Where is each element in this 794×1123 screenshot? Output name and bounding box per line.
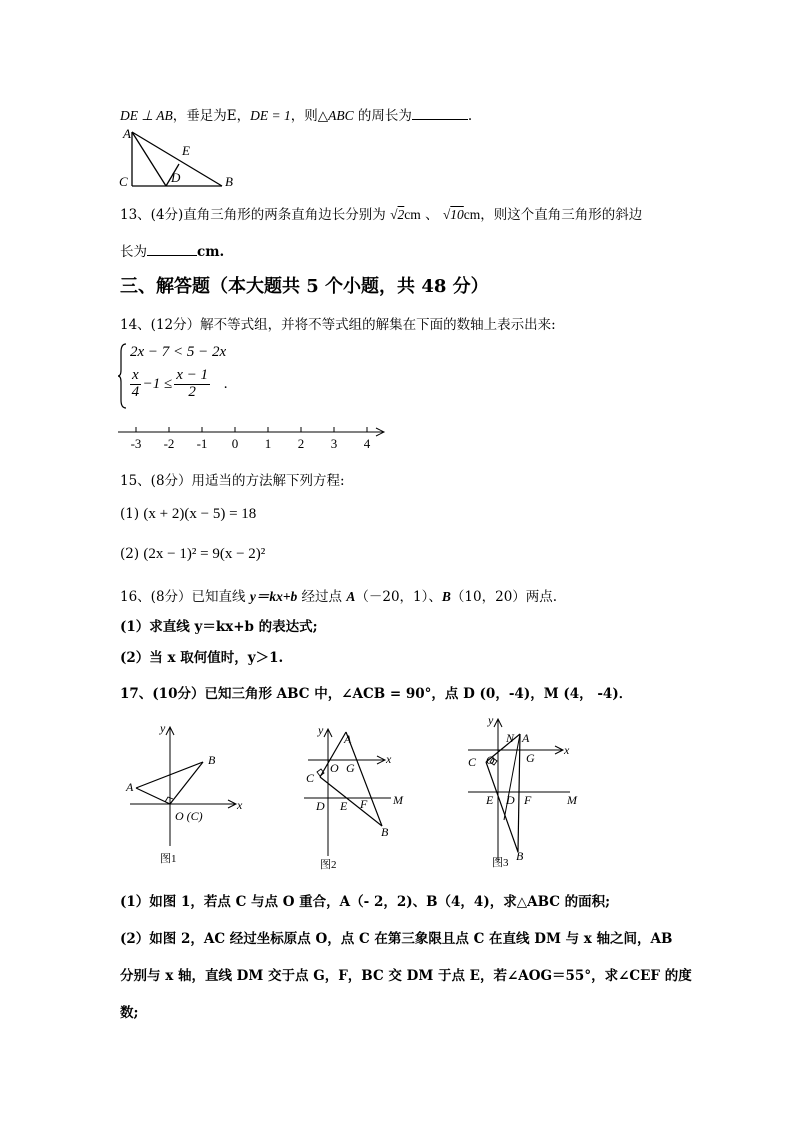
q12-text1: ，垂足为E， (172, 108, 251, 124)
fig1-label-x: x (237, 798, 243, 812)
q17-figure-3 (462, 710, 592, 870)
fig2-label-c: C (306, 771, 315, 785)
q12-math-abc: ABC (328, 108, 354, 123)
number-line-label: 4 (363, 436, 371, 451)
q15-p2-eq: (2x − 1)² = 9(x − 2)² (143, 546, 266, 562)
q15-p1-eq: (x + 2)(x − 5) = 18 (143, 506, 257, 522)
fig2-label-x: x (386, 752, 392, 766)
fig3-label-o: O (486, 753, 495, 767)
q13-answer-blank[interactable] (147, 255, 197, 256)
q14-ineq2 (130, 368, 228, 401)
q16-part2: (2）当 x 取何值时，y＞1. (120, 650, 284, 666)
fig3-segment-an (504, 734, 520, 820)
number-line-label: -2 (163, 436, 175, 451)
q14-frac1-num: x (132, 367, 139, 383)
fig2-label-f: F (360, 797, 368, 811)
q16-point-a: A (346, 589, 356, 604)
q17-figure-1 (120, 716, 250, 868)
q17-part2-line1: (2）如图 2，AC 经过坐标原点 O，点 C 在第三象限且点 C 在直线 DM 与 x 轴之间，AB (120, 931, 673, 947)
number-line-label: 1 (264, 436, 272, 451)
fig3-label-n: N (506, 731, 515, 745)
q13-prefix: 13、(4分)直角三角形的两条直角边长分别为 (120, 207, 386, 223)
q12-answer-blank[interactable] (412, 119, 468, 120)
q16-point-b: B (441, 589, 451, 604)
q12-segment-ad (132, 132, 166, 186)
q12-line (120, 104, 472, 124)
q12-triangle-figure (112, 124, 242, 192)
fig1-label-b: B (208, 753, 216, 767)
q13-sqrt2-radicand: 2 (397, 207, 405, 222)
q13-unit2: cm (463, 207, 481, 222)
q12-math-de: DE = 1 (250, 108, 291, 123)
fig3-label-m: M (567, 793, 577, 807)
q15-p2-label: (2) (120, 546, 140, 562)
fig3-segment-cb (486, 762, 518, 852)
q13-sqrt10: √10cm (442, 207, 481, 222)
q15-prompt: 15、(8分）用适当的方法解下列方程: (120, 473, 345, 489)
fig1-label-o: O (C) (175, 809, 203, 823)
fig3-label-e: E (486, 793, 494, 807)
fig3-label-b: B (516, 849, 524, 863)
fig3-label-x: x (564, 743, 570, 757)
q12-math-perp: DE ⊥ AB (120, 108, 173, 123)
fig2-caption: 图2 (320, 859, 337, 871)
fig1-label-y: y (160, 721, 166, 735)
q16-part1: (1）求直线 y＝kx+b 的表达式; (120, 619, 318, 635)
q16-prompt-a: 16、(8分）已知直线 (120, 589, 250, 605)
q14-frac2-den: 2 (188, 383, 196, 400)
q14-ineq1: 2x − 7 < 5 − 2x (130, 344, 227, 360)
q12-end: . (467, 108, 473, 124)
fig3-label-a: A (522, 731, 530, 745)
q12-label-c: C (119, 174, 128, 189)
q17-part2-line2: 分别与 x 轴，直线 DM 交于点 G，F，BC 交 DM 于点 E，若∠AOG＝55°，求∠CEF 的度 (120, 968, 692, 984)
q14-frac2-num: x − 1 (176, 367, 209, 383)
q13-line2-prefix: 长为 (120, 244, 147, 260)
fig2-label-b: B (381, 825, 389, 839)
q12-label-e: E (182, 143, 190, 158)
q14-number-line[interactable] (118, 424, 390, 456)
number-line-label: 3 (330, 436, 338, 451)
fig3-label-y: y (488, 713, 494, 727)
q13-unit1: cm (404, 207, 421, 222)
fig3-caption: 图3 (492, 857, 509, 869)
number-line-label: 2 (297, 436, 305, 451)
q14-ineq-end: . (224, 375, 228, 392)
q17-figure-2 (296, 716, 416, 872)
q13-line2-unit: cm. (197, 244, 225, 260)
q16-prompt (120, 585, 557, 605)
fig2-label-g: G (346, 761, 355, 775)
q14-prompt: 14、(12分）解不等式组，并将不等式组的解集在下面的数轴上表示出来: (120, 317, 556, 333)
q17-part2-line3: 数; (120, 1005, 139, 1021)
q13-line1 (120, 203, 642, 223)
q16-prompt-b: 经过点 (297, 589, 347, 605)
q14-brace (118, 342, 128, 410)
fig1-label-a: A (126, 780, 134, 794)
q12-label-b: B (225, 174, 233, 189)
q12-label-d: D (171, 170, 181, 185)
q13-sep: 、 (425, 207, 439, 223)
q16-prompt-eq: y＝kx+b (249, 589, 298, 604)
q14-ineq2-mid: −1 ≤ (142, 375, 173, 392)
q12-label-a: A (123, 126, 131, 141)
q17-part1: (1）如图 1，若点 C 与点 O 重合，A（- 2，2)、B（4，4)，求△ABC 的面积; (120, 894, 611, 910)
q15-part2 (120, 546, 265, 563)
fig3-label-f: F (524, 793, 532, 807)
number-line-label: -3 (130, 436, 142, 451)
q14-frac1-den: 4 (131, 383, 140, 400)
q16-point-b-coord: （10，20）两点. (450, 589, 558, 605)
fig2-label-m: M (393, 793, 403, 807)
q12-text2: ，则△ (290, 108, 329, 124)
number-line-label: -1 (196, 436, 208, 451)
q14-frac1 (130, 368, 141, 401)
q14-inequality-system (118, 342, 258, 412)
section3-title: 三、解答题（本大题共 5 个小题，共 48 分） (120, 276, 489, 297)
q15-p1-label: (1) (120, 506, 140, 522)
fig2-label-d: D (316, 799, 325, 813)
q12-text3: 的周长为 (353, 108, 412, 124)
fig2-label-o: O (330, 761, 339, 775)
fig3-label-d: D (506, 793, 515, 807)
q13-line2 (120, 240, 224, 260)
fig2-label-e: E (340, 799, 348, 813)
fig3-label-g: G (526, 751, 535, 765)
q16-point-a-coord: （－20，1）、 (355, 589, 442, 605)
fig3-label-c: C (468, 755, 477, 769)
q13-sqrt2: √2cm (390, 207, 421, 222)
q13-suffix: ，则这个直角三角形的斜边 (480, 207, 643, 223)
fig2-label-y: y (318, 723, 324, 737)
fig1-caption: 图1 (160, 853, 177, 865)
fig3-segment-ab (518, 734, 520, 852)
number-line-label: 0 (231, 436, 239, 451)
q14-frac2 (174, 368, 210, 401)
q13-sqrt10-radicand: 10 (450, 207, 464, 222)
q15-part1 (120, 506, 256, 523)
q17-prompt: 17、(10分）已知三角形 ABC 中，∠ACB = 90°，点 D (0，-4)，M (4， -4)． (120, 686, 633, 702)
fig2-label-a: A (344, 732, 352, 746)
